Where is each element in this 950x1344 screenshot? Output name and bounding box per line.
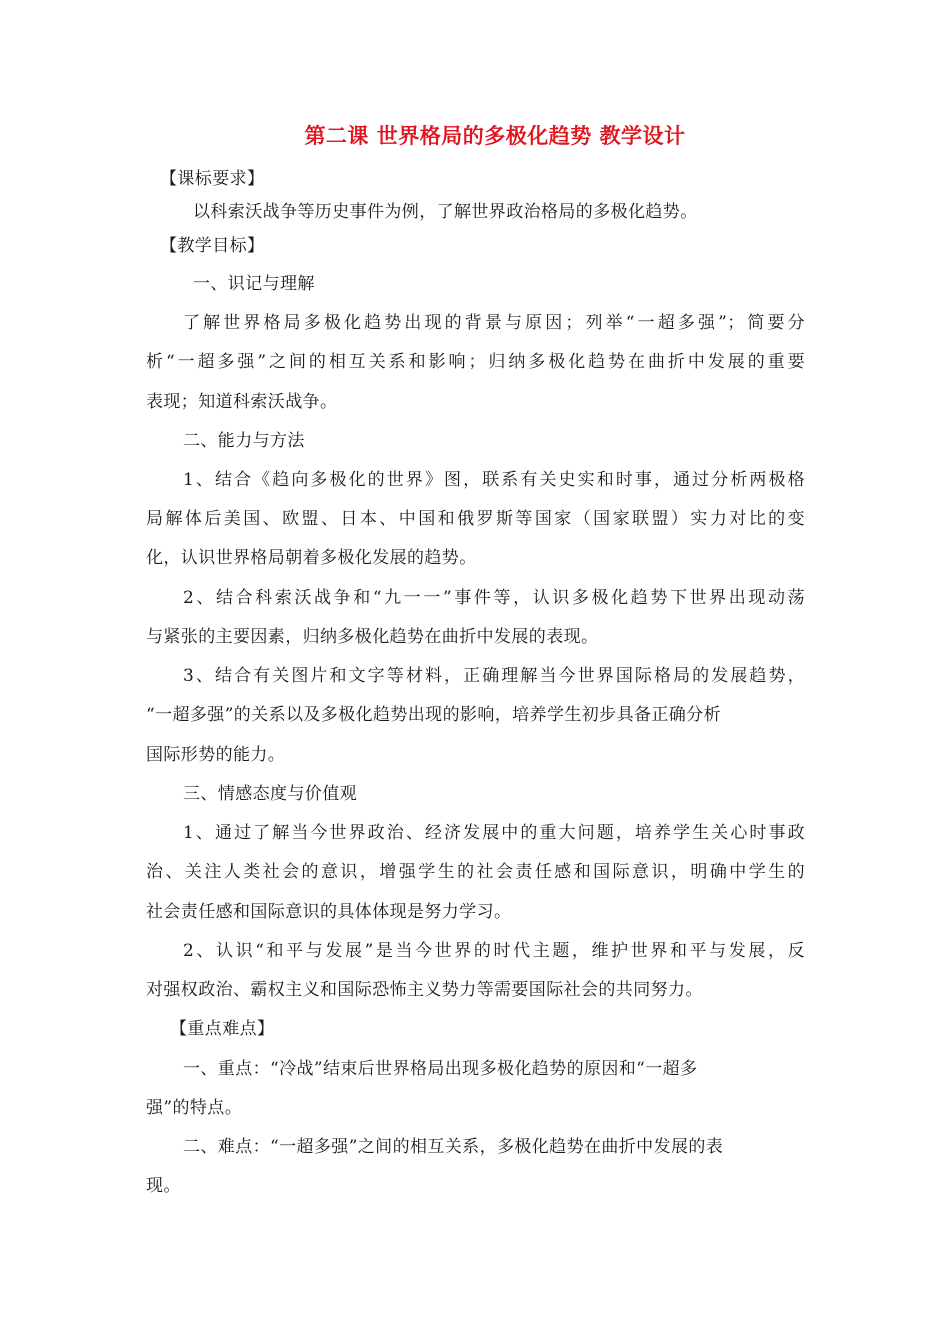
kebiao-text: 以科索沃战争等历史事件为例，了解世界政治格局的多极化趋势。 xyxy=(193,202,698,222)
part2-item1-line: 化，认识世界格局朝着多极化发展的趋势。 xyxy=(146,548,477,568)
zhongdian-line: 强”的特点。 xyxy=(146,1098,243,1118)
part3-item1-line: 治、关注人类社会的意识，增强学生的社会责任感和国际意识，明确中学生的 xyxy=(146,862,805,882)
part2-item1-line: 1、结合《趋向多极化的世界》图，联系有关史实和时事，通过分析两极格 xyxy=(183,470,805,490)
kebiao-heading: 【课标要求】 xyxy=(160,169,265,189)
nandian-line: 二、难点：“一超多强”之间的相互关系，多极化趋势在曲折中发展的表 xyxy=(183,1137,724,1157)
nandian-line: 现。 xyxy=(146,1176,181,1196)
part3-item1-line: 1、通过了解当今世界政治、经济发展中的重大问题，培养学生关心时事政 xyxy=(183,823,805,843)
mubiao-heading: 【教学目标】 xyxy=(160,236,265,256)
zhongdian-line: 一、重点：“冷战”结束后世界格局出现多极化趋势的原因和“一超多 xyxy=(183,1059,698,1079)
part2-item3-line: 3、结合有关图片和文字等材料，正确理解当今世界国际格局的发展趋势， xyxy=(183,666,805,686)
zhongdian-heading: 【重点难点】 xyxy=(170,1019,275,1039)
part2-item3-line: “一超多强”的关系以及多极化趋势出现的影响，培养学生初步具备正确分析 xyxy=(146,705,721,725)
part3-heading: 三、情感态度与价值观 xyxy=(183,784,357,804)
part3-item1-line: 社会责任感和国际意识的具体体现是努力学习。 xyxy=(146,902,512,922)
part2-heading: 二、能力与方法 xyxy=(183,431,305,451)
part2-item1-line: 局解体后美国、欧盟、日本、中国和俄罗斯等国家（国家联盟）实力对比的变 xyxy=(146,509,805,529)
part3-item2-line: 2、认识“和平与发展”是当今世界的时代主题，维护世界和平与发展，反 xyxy=(183,941,805,961)
part3-item2-line: 对强权政治、霸权主义和国际恐怖主义势力等需要国际社会的共同努力。 xyxy=(146,980,703,1000)
part1-line: 了解世界格局多极化趋势出现的背景与原因；列举“一超多强”；简要分 xyxy=(183,313,805,333)
part2-item3-line: 国际形势的能力。 xyxy=(146,745,286,765)
part1-line: 析“一超多强”之间的相互关系和影响；归纳多极化趋势在曲折中发展的重要 xyxy=(146,352,805,372)
document-title: 第二课 世界格局的多极化趋势 教学设计 xyxy=(304,124,686,148)
part1-heading: 一、识记与理解 xyxy=(193,274,315,294)
part2-item2-line: 与紧张的主要因素，归纳多极化趋势在曲折中发展的表现。 xyxy=(146,627,599,647)
part1-line: 表现；知道科索沃战争。 xyxy=(146,392,338,412)
part2-item2-line: 2、结合科索沃战争和“九一一”事件等，认识多极化趋势下世界出现动荡 xyxy=(183,588,805,608)
